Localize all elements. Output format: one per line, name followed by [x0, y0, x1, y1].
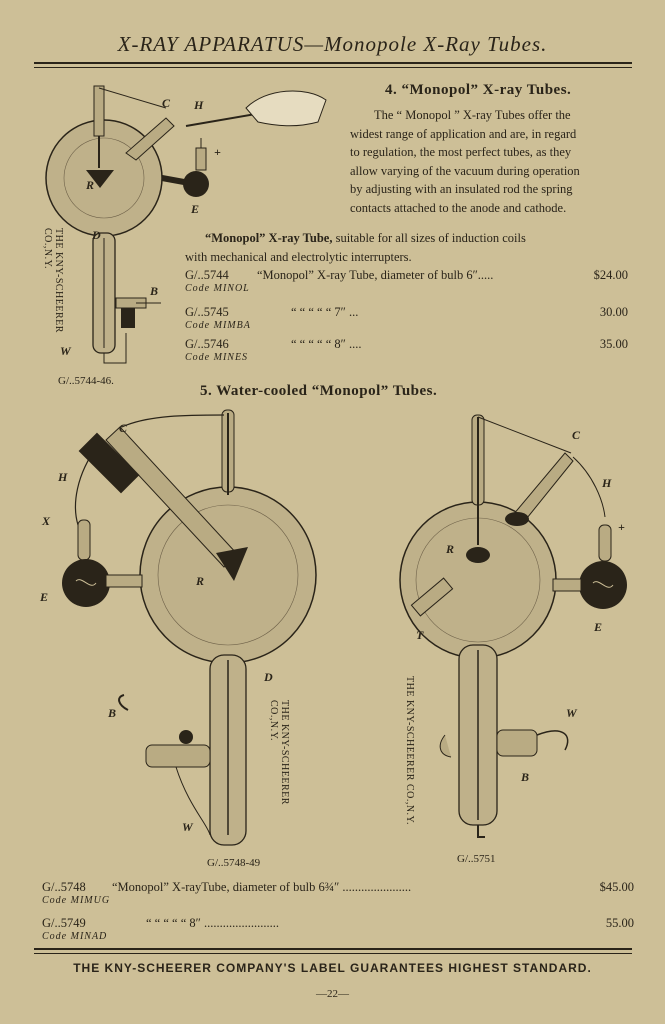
item-description: “ “ “ “ “ 7″ ... [291, 305, 359, 319]
section-4-price-list [185, 268, 628, 369]
page-number: —22— [316, 988, 349, 1000]
item-description: “Monopol” X-ray Tube, diameter of bulb 6″..... [257, 268, 494, 282]
label-x: X [42, 514, 51, 528]
price-row [185, 268, 628, 300]
label-c: C [572, 428, 581, 442]
item-number: G/..5745 [185, 305, 229, 319]
tube-heading: “Monopol” X-ray Tube, [205, 231, 333, 245]
label-b: B [521, 770, 530, 784]
item-description: “Monopol” X-rayTube, diameter of bulb 6¾″ ...................... [112, 880, 412, 894]
label-h: H [194, 98, 204, 112]
header-rule-bottom [34, 67, 632, 68]
guarantee-line: THE KNY-SCHEERER COMPANY'S LABEL GUARANTEES HIGHEST STANDARD. [73, 961, 592, 975]
item-number: G/..5749 [42, 916, 86, 930]
label-r: R [196, 574, 205, 588]
item-number: G/..5748 [42, 880, 86, 894]
para-line: by adjusting with an insulated rod the spring [350, 182, 573, 196]
footer-rule-bottom [34, 953, 632, 954]
label-w: W [60, 344, 71, 358]
footer-rule-top [34, 948, 632, 950]
para-line: contacts attached to the anode and cathode. [350, 200, 567, 215]
label-e: E [40, 590, 49, 604]
price-row [185, 305, 628, 337]
section-4-title: 4. “Monopol” X-ray Tubes. [385, 82, 572, 98]
item-price: 35.00 [599, 337, 628, 351]
page-title: X-RAY APPARATUS—Monopole X-Ray Tubes. [117, 32, 548, 56]
para-line: to regulation, the most perfect tubes, as they [350, 145, 572, 159]
item-description: “ “ “ “ “ 8″ .... [291, 337, 362, 351]
para-line: The “ Monopol ” X-ray Tubes offer the [374, 108, 571, 122]
item-code: Code MINES [185, 352, 249, 363]
price-row [42, 880, 634, 912]
item-number: G/..5744 [185, 268, 229, 282]
label-r: R [446, 542, 455, 556]
label-e: E [191, 202, 200, 216]
item-price: 55.00 [605, 916, 634, 930]
item-number: G/..5746 [185, 337, 229, 351]
label-c: C [162, 96, 171, 110]
label-plus: + [214, 145, 221, 159]
tube-text-2: with mechanical and electrolytic interrupters. [185, 249, 412, 264]
label-plus: + [618, 520, 625, 534]
label-d: D [264, 670, 273, 684]
header-rule-top [34, 62, 632, 64]
label-d: D [92, 228, 101, 242]
label-t: T [416, 628, 424, 642]
label-e: E [594, 620, 603, 634]
label-w: W [182, 820, 193, 834]
tube-suitability-text [185, 229, 628, 266]
section-5-price-list [42, 880, 634, 948]
item-description: “ “ “ “ “ 8″ ........................ [146, 916, 279, 930]
maker-mark: THE KNY-SCHEERER CO.,N.Y. [42, 228, 64, 333]
item-code: Code MIMUG [42, 895, 111, 906]
price-row [42, 916, 634, 948]
item-code: Code MIMBA [185, 320, 251, 331]
item-code: Code MINAD [42, 931, 108, 942]
item-price: $24.00 [593, 268, 628, 282]
label-w: W [566, 706, 577, 720]
item-price: 30.00 [599, 305, 628, 319]
maker-mark: THE KNY-SCHEERER CO.,N.Y. [404, 676, 415, 825]
item-code: Code MINOL [185, 283, 250, 294]
para-line: allow varying of the vacuum during operation [350, 163, 580, 178]
label-r: R [86, 178, 95, 192]
section-4-description [350, 106, 627, 217]
para-line: widest range of application and are, in regard [350, 126, 577, 141]
tube-text-1: suitable for all sizes of induction coils [332, 231, 526, 245]
label-b: B [108, 706, 117, 720]
figure-caption: G/..5744-46. [58, 375, 114, 387]
figure-caption: G/..5751 [457, 853, 496, 865]
maker-mark: THE KNY-SCHEERER CO.,N.Y. [268, 700, 290, 805]
section-5-title: 5. Water-cooled “Monopol” Tubes. [200, 383, 438, 399]
price-row [185, 337, 628, 369]
item-price: $45.00 [599, 880, 634, 894]
label-b: B [150, 284, 159, 298]
label-h: H [602, 476, 612, 490]
label-c: C [119, 421, 128, 435]
figure-caption: G/..5748-49 [207, 857, 261, 869]
label-h: H [58, 470, 68, 484]
